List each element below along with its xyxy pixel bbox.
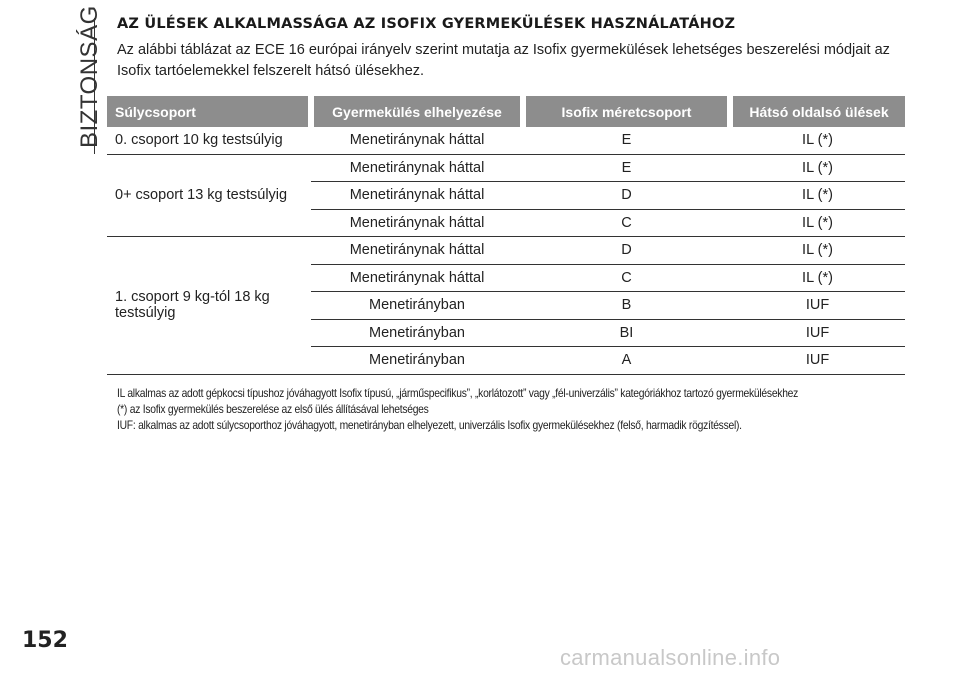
table-row <box>107 127 905 154</box>
size-class-cell: C <box>523 264 730 292</box>
orientation-cell: Menetiránynak háttal <box>311 154 523 182</box>
orientation-cell: Menetiránynak háttal <box>311 209 523 237</box>
suitability-cell: IL (*) <box>730 182 905 210</box>
orientation-cell: Menetirányban <box>311 292 523 320</box>
footnote-iuf: IUF: alkalmas az adott súlycsoporthoz jóváhagyott, menetirányban elhelyezett, univerzális Isofix gyermekülésekhez (felső, harmadik rögzítéssel). <box>117 418 742 432</box>
suitability-cell: IUF <box>730 292 905 320</box>
size-class-cell: C <box>523 209 730 237</box>
page-number: 152 <box>22 628 68 653</box>
page-heading: AZ ÜLÉSEK ALKALMASSÁGA AZ ISOFIX GYERMEKÜLÉSEK HASZNÁLATÁHOZ <box>117 16 736 32</box>
footnote-il: IL alkalmas az adott gépkocsi típushoz jóváhagyott Isofix típusú, „járműspecifikus”, „korlátozott” vagy „fél-univerzális” kategóriákhoz tartozó gyermekülésekhez <box>117 386 799 400</box>
suitability-cell: IL (*) <box>730 154 905 182</box>
orientation-cell: Menetirányban <box>311 319 523 347</box>
suitability-cell: IUF <box>730 319 905 347</box>
size-class-cell: E <box>523 154 730 182</box>
orientation-cell: Menetiránynak háttal <box>311 182 523 210</box>
header-seat-orientation: Gyermekülés elhelyezése <box>311 96 523 127</box>
weight-group-cell: 0+ csoport 13 kg testsúlyig <box>107 154 311 237</box>
orientation-cell: Menetirányban <box>311 347 523 375</box>
section-label: BIZTONSÁG <box>76 5 103 148</box>
watermark: carmanualsonline.info <box>560 645 781 670</box>
weight-group-cell: 1. csoport 9 kg-tól 18 kg testsúlyig <box>107 237 311 375</box>
size-class-cell: D <box>523 237 730 265</box>
size-class-cell: B <box>523 292 730 320</box>
orientation-cell: Menetiránynak háttal <box>311 237 523 265</box>
weight-group-cell: 0. csoport 10 kg testsúlyig <box>107 127 311 154</box>
footnotes <box>117 385 908 433</box>
size-class-cell: A <box>523 347 730 375</box>
orientation-cell: Menetiránynak háttal <box>311 127 523 154</box>
size-class-cell: D <box>523 182 730 210</box>
table-row <box>107 154 905 182</box>
table-header-row <box>107 96 905 127</box>
size-class-cell: E <box>523 127 730 154</box>
header-weight-group: Súlycsoport <box>107 96 311 127</box>
suitability-cell: IL (*) <box>730 237 905 265</box>
header-isofix-size: Isofix méretcsoport <box>523 96 730 127</box>
header-rear-side-seats: Hátsó oldalsó ülések <box>730 96 905 127</box>
suitability-cell: IUF <box>730 347 905 375</box>
suitability-cell: IL (*) <box>730 127 905 154</box>
footnote-asterisk: (*) az Isofix gyermekülés beszerelése az első ülés állításával lehetséges <box>117 402 429 416</box>
table-row <box>107 237 905 265</box>
suitability-cell: IL (*) <box>730 209 905 237</box>
size-class-cell: BI <box>523 319 730 347</box>
suitability-cell: IL (*) <box>730 264 905 292</box>
orientation-cell: Menetiránynak háttal <box>311 264 523 292</box>
isofix-table <box>107 96 905 375</box>
intro-paragraph: Az alábbi táblázat az ECE 16 európai irányelv szerint mutatja az Isofix gyermekülések lehetséges beszerelési módjait az Isofix tartóelemekkel felszerelt hátsó ülésekhez. <box>117 42 890 79</box>
